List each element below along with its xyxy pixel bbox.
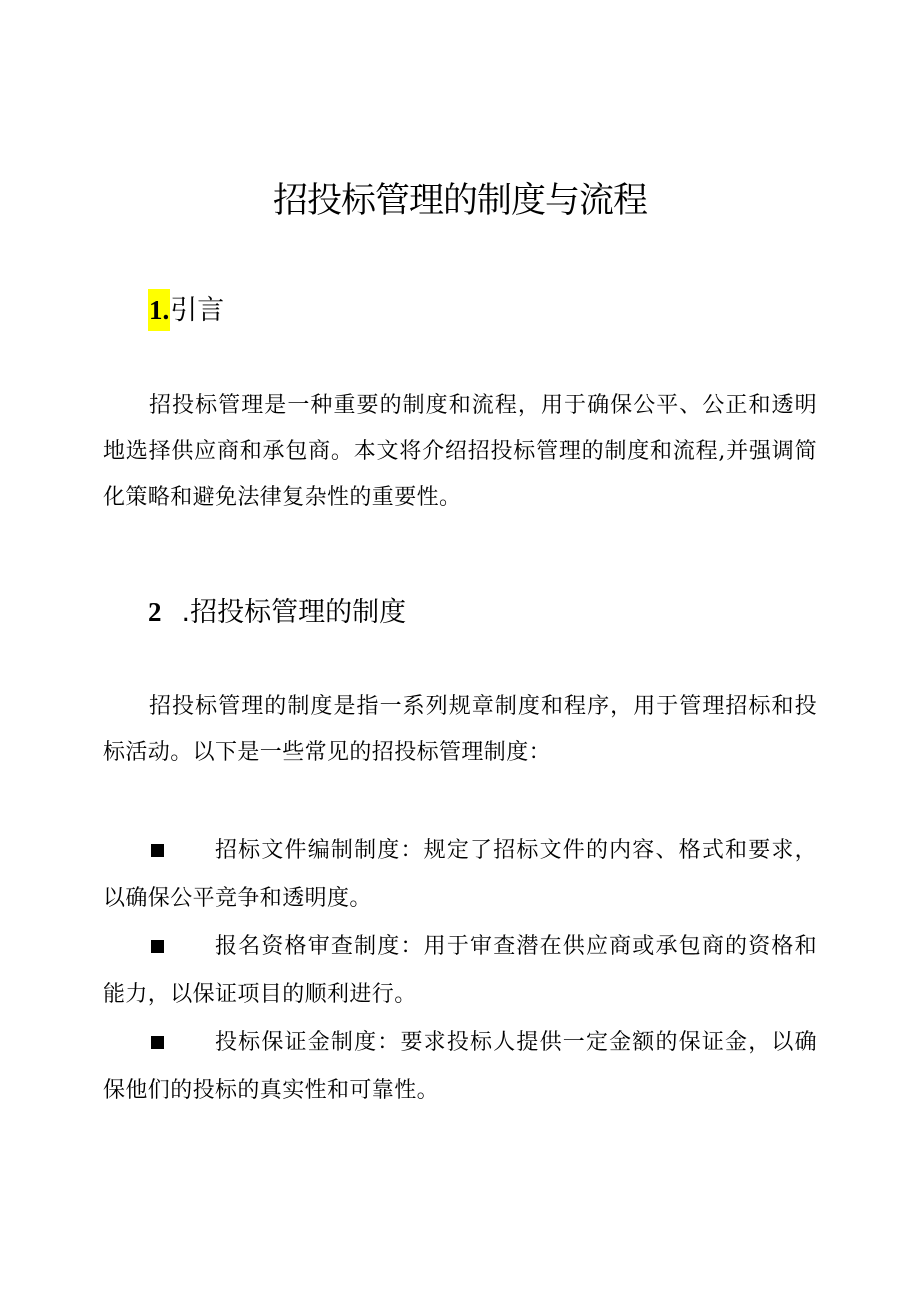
- system-bullet-list: [103, 827, 817, 1115]
- list-item: [103, 827, 817, 923]
- introduction-paragraph: 招投标管理是一种重要的制度和流程，用于确保公平、公正和透明地选择供应商和承包商。本文将介绍招投标管理的制度和流程,并强调简化策略和避免法律复杂性的重要性。: [103, 393, 817, 510]
- section-heading-text: .招投标管理的制度: [181, 597, 407, 628]
- section-number: 2: [148, 597, 162, 627]
- list-item-text: 招标文件编制制度：规定了招标文件的内容、格式和要求，以确保公平竞争和透明度。: [103, 838, 817, 911]
- document-title: 招投标管理的制度与流程: [272, 181, 647, 221]
- list-item: [103, 1019, 817, 1115]
- section-heading-system: [148, 592, 406, 633]
- list-item: [103, 923, 817, 1019]
- section-number-highlighted: 1.: [148, 289, 170, 331]
- section-heading-text: 引言: [170, 295, 225, 326]
- section-heading-introduction: [148, 290, 224, 331]
- square-bullet-icon: [151, 844, 164, 857]
- list-item-text: 投标保证金制度：要求投标人提供一定金额的保证金，以确保他们的投标的真实性和可靠性。: [103, 1030, 817, 1103]
- square-bullet-icon: [151, 940, 164, 953]
- list-item-text: 报名资格审查制度：用于审查潜在供应商或承包商的资格和能力，以保证项目的顺利进行。: [103, 934, 817, 1007]
- system-paragraph: 招投标管理的制度是指一系列规章制度和程序，用于管理招标和投标活动。以下是一些常见的招投标管理制度：: [103, 694, 817, 765]
- square-bullet-icon: [151, 1036, 164, 1049]
